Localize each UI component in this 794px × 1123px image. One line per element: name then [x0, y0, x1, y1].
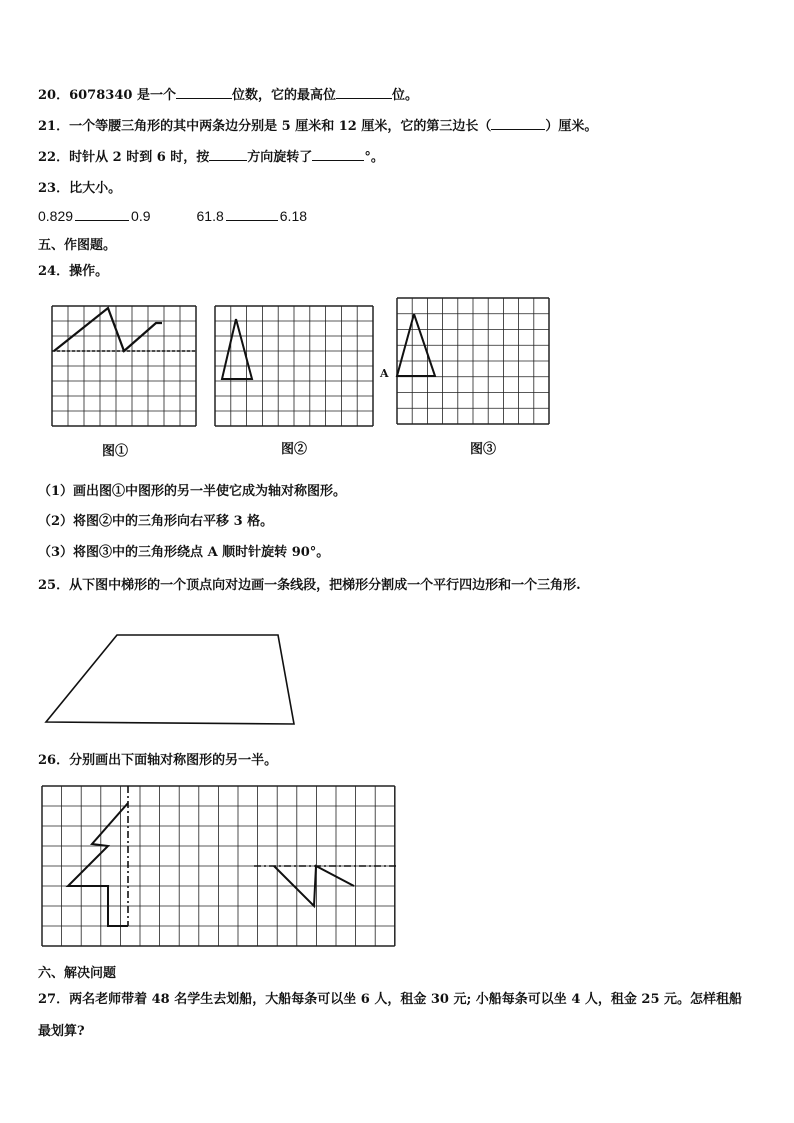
compare-b-right: 6.18	[279, 208, 308, 224]
question-26	[38, 749, 277, 768]
triangle-shape	[222, 319, 252, 379]
question-27-continued: 最划算?	[38, 1024, 85, 1039]
compare-b-left: 61.8	[196, 208, 224, 224]
question-text: °。	[364, 150, 384, 165]
grid-figure-1[interactable]	[52, 306, 196, 426]
q24-instruction-2: （2）将图②中的三角形向右平移 3 格。	[38, 514, 274, 529]
q24-instruction-3: （3）将图③中的三角形绕点 A 顺时针旋转 90°。	[38, 545, 330, 560]
question-number: 24．	[38, 264, 70, 279]
answer-blank[interactable]	[336, 86, 392, 99]
question-27	[38, 988, 742, 1007]
half-figure-shape	[68, 803, 128, 926]
question-text: 分别画出下面轴对称图形的另一半。	[69, 753, 278, 768]
symmetry-grid[interactable]	[42, 786, 396, 946]
question-number: 22．	[38, 150, 70, 165]
grid-figure-3[interactable]	[397, 298, 549, 424]
compare-a-left: 0.829	[38, 208, 74, 224]
half-figure-shape	[54, 308, 162, 351]
section-title: 六、解决问题	[38, 966, 117, 981]
answer-blank[interactable]	[491, 117, 545, 130]
question-25	[38, 574, 581, 593]
q24-instruction-1: （1）画出图①中图形的另一半使它成为轴对称图形。	[38, 484, 347, 499]
question-text: 一个等腰三角形的其中两条边分别是 5 厘米和 12 厘米，它的第三边长（	[69, 119, 492, 134]
question-text: 两名老师带着 48 名学生去划船，大船每条可以坐 6 人，租金 30 元; 小船每条可以坐 4 人，租金 25 元。怎样租船	[69, 992, 743, 1007]
figure-caption-1: 图①	[102, 444, 129, 459]
question-number: 26．	[38, 753, 70, 768]
question-number: 25．	[38, 578, 70, 593]
question-number: 27．	[38, 992, 70, 1007]
question-number: 23．	[38, 181, 70, 196]
compare-blank[interactable]	[226, 208, 278, 221]
answer-blank[interactable]	[176, 86, 232, 99]
question-text: 比大小。	[69, 181, 122, 196]
question-text: 位数，它的最高位	[231, 88, 336, 103]
trapezoid-figure[interactable]	[40, 628, 302, 728]
question-20	[38, 84, 418, 103]
compare-blank[interactable]	[75, 208, 129, 221]
section-title: 五、作图题。	[38, 238, 117, 253]
compare-a-right: 0.9	[131, 208, 151, 224]
question-text: 位。	[391, 88, 418, 103]
question-number: 21．	[38, 119, 70, 134]
answer-blank[interactable]	[312, 148, 364, 161]
question-number: 20．	[38, 88, 70, 103]
grid-figure-2[interactable]	[215, 306, 373, 426]
figure-caption-3: 图③	[470, 442, 497, 457]
answer-blank[interactable]	[209, 148, 247, 161]
question-text: ）厘米。	[545, 119, 598, 134]
question-text: 操作。	[69, 264, 109, 279]
question-text: 从下图中梯形的一个顶点向对边画一条线段，把梯形分割成一个平行四边形和一个三角形.	[69, 578, 581, 593]
question-23	[38, 177, 121, 196]
comparison-row	[38, 208, 307, 224]
figure-caption-2: 图②	[281, 442, 308, 457]
question-text: 方向旋转了	[247, 150, 313, 165]
point-a-label: A	[380, 367, 389, 380]
question-22	[38, 146, 384, 165]
question-text: 时针从 2 时到 6 时，按	[69, 150, 210, 165]
question-text: 6078340 是一个	[69, 88, 176, 103]
question-24	[38, 260, 108, 279]
question-21	[38, 115, 597, 134]
